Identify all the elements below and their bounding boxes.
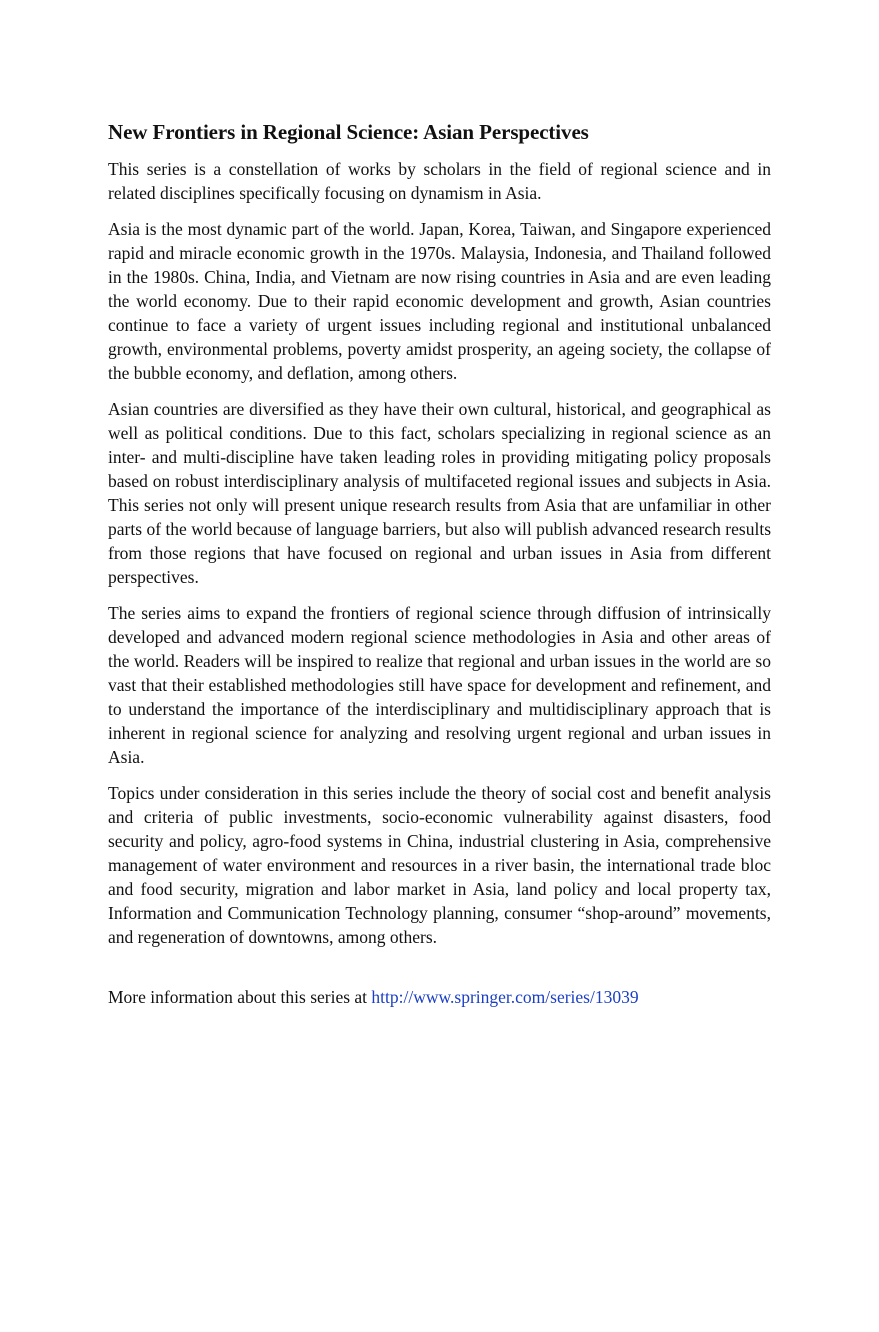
series-title: New Frontiers in Regional Science: Asian Perspectives — [108, 120, 589, 144]
series-link[interactable]: http://www.springer.com/series/13039 — [371, 987, 639, 1007]
more-info-line — [108, 985, 771, 1009]
asia-dynamics-paragraph: Asia is the most dynamic part of the world. Japan, Korea, Taiwan, and Singapore experienced rapid and miracle economic growth in the 1970s. Malaysia, Indonesia, and Thailand followed in the 1980s. China, India, and Vietnam are now rising countries in Asia and are even leading the world economy. Due to their rapid economic development and growth, Asian countries continue to face a variety of urgent issues including regional and institutional unbalanced growth, environmental problems, poverty amidst prosperity, an ageing society, the collapse of the bubble economy, and deflation, among others. — [108, 219, 771, 383]
more-info-prefix: More information about this series at — [108, 987, 372, 1007]
intro-paragraph: This series is a constellation of works by scholars in the field of regional science and in related disciplines specifically focusing on dynamism in Asia. — [108, 159, 771, 203]
series-aims-paragraph: The series aims to expand the frontiers of regional science through diffusion of intrinsically developed and advanced modern regional science methodologies in Asia and other areas of the world. Readers will be inspired to realize that regional and urban issues in the world are so vast that their established methodologies still have space for development and refinement, and to understand the importance of the interdisciplinary and multidisciplinary approach that is inherent in regional science for analyzing and resolving urgent regional and urban issues in Asia. — [108, 603, 771, 767]
topics-paragraph: Topics under consideration in this series include the theory of social cost and benefit analysis and criteria of public investments, socio-economic vulnerability against disasters, food security and policy, agro-food systems in China, industrial clustering in Asia, comprehensive management of water environment and resources in a river basin, the international trade bloc and food security, migration and labor market in Asia, land policy and local property tax, Information and Communication Technology planning, consumer “shop-around” movements, and regeneration of downtowns, among others. — [108, 783, 771, 947]
document-page — [108, 118, 771, 1009]
diversity-paragraph: Asian countries are diversified as they have their own cultural, historical, and geographical as well as political conditions. Due to this fact, scholars specializing in regional science as an inter- and multi-discipline have taken leading roles in providing mitigating policy proposals based on robust interdisciplinary analysis of multifaceted regional issues and subjects in Asia. This series not only will present unique research results from Asia that are unfamiliar in other parts of the world because of language barriers, but also will publish advanced research results from those regions that have focused on regional and urban issues in Asia from different perspectives. — [108, 399, 771, 587]
